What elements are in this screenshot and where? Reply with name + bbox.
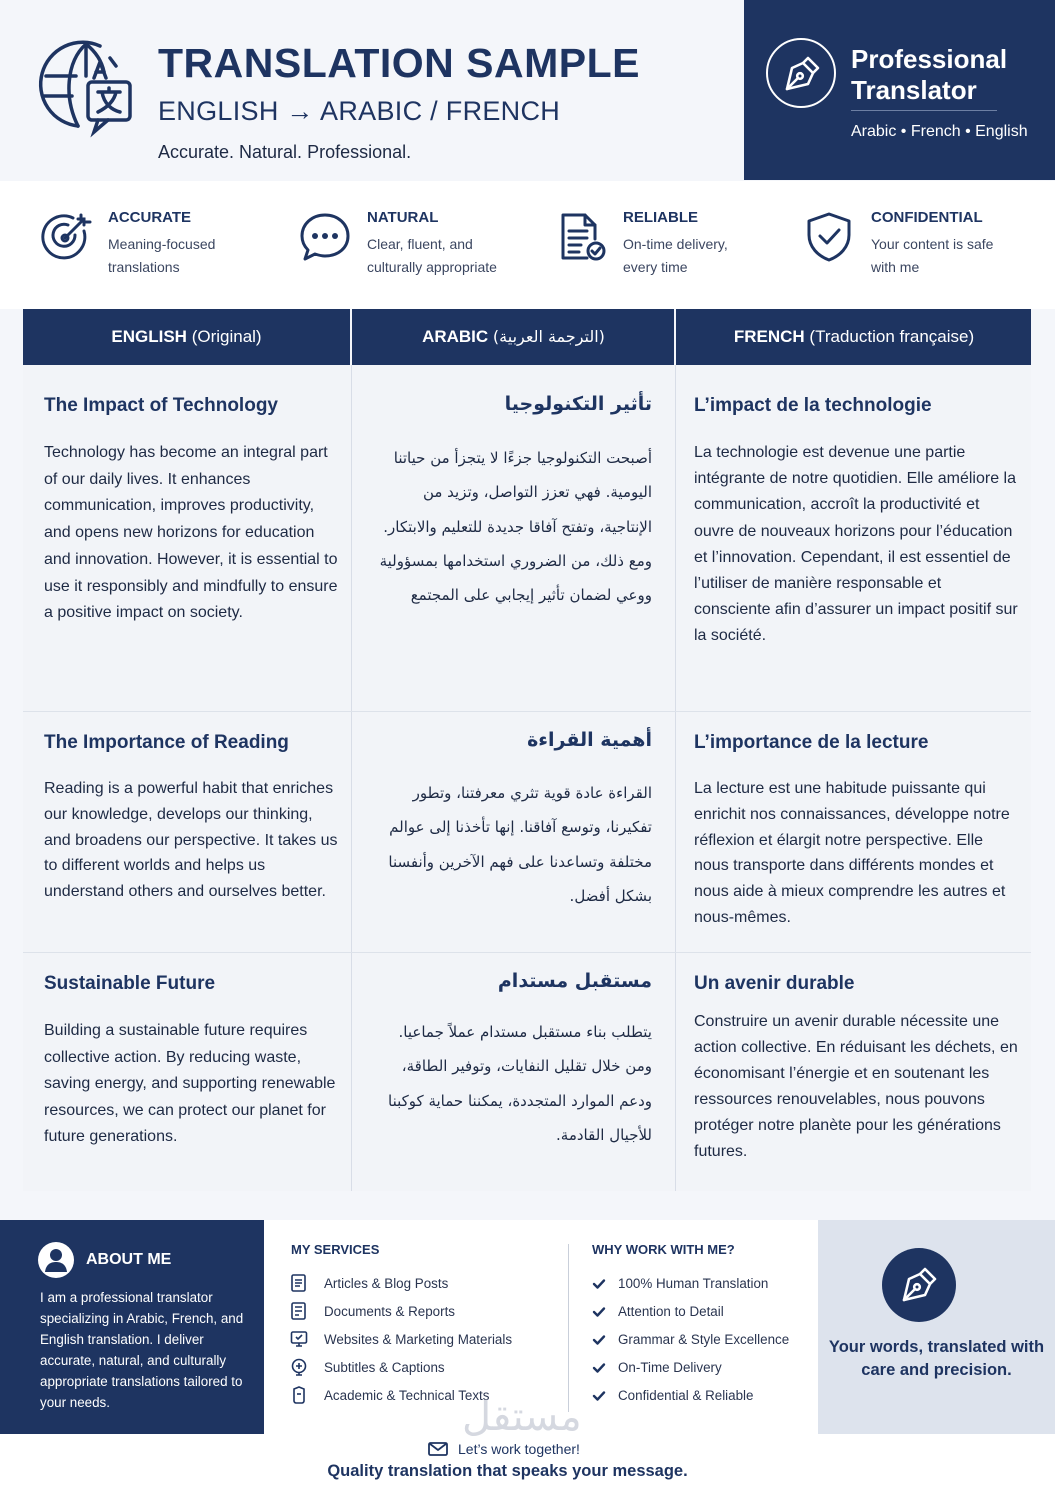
header-arabic bbox=[352, 309, 675, 365]
feature-description bbox=[108, 233, 278, 279]
user-avatar-icon bbox=[38, 1242, 74, 1278]
row-title-fr: L’importance de la lecture bbox=[694, 732, 929, 753]
header-note: (الترجمة العربية) bbox=[492, 327, 605, 346]
header-note: (Traduction française) bbox=[809, 327, 975, 346]
feature-title: RELIABLE bbox=[623, 209, 698, 226]
service-item: Websites & Marketing Materials bbox=[324, 1332, 513, 1347]
document-check-icon bbox=[555, 211, 607, 263]
feature-desc-line: every time bbox=[623, 259, 688, 275]
check-icon bbox=[592, 1277, 606, 1291]
row-title-fr: L’impact de la technologie bbox=[694, 395, 932, 416]
closing-tagline: Quality translation that speaks your message. bbox=[327, 1462, 688, 1480]
feature-description bbox=[367, 233, 537, 279]
about-title: ABOUT ME bbox=[86, 1251, 172, 1268]
translation-table bbox=[23, 309, 1031, 1191]
feature-description bbox=[623, 233, 793, 279]
about-text: I am a professional translator specializing in Arabic, French, and English translation. I deliver accurate, natural, and culturally appropriate translations tailored to your needs. bbox=[40, 1290, 244, 1410]
check-icon bbox=[592, 1305, 606, 1319]
target-icon bbox=[40, 211, 92, 263]
row-body-ar: يتطلب بناء مستقبل مستدام عملاً جماعيا. ومن خلال تقليل النفايات، وتوفير الطاقة، ودعم الموارد المتجددة، يمكننا حماية كوكبنا للأجيال القادمة. bbox=[388, 1023, 652, 1144]
why-item: On-Time Delivery bbox=[618, 1360, 722, 1375]
globe-translate-icon bbox=[38, 38, 134, 138]
row-body-fr: La technologie est devenue une partie intégrante de notre quotidien. Elle améliore la communication, accroît la productivité et ouvre de nouveaux horizons pour l’éducation et l’innovation. Cependant, il est essentiel de l’utiliser de manière responsable et consciente afin d’assurer un impact positif sur la société. bbox=[694, 444, 1018, 645]
feature-reliable bbox=[555, 209, 785, 289]
header-lang: ENGLISH bbox=[111, 327, 187, 346]
watermark-logo: مستقل bbox=[462, 1394, 582, 1440]
why-title: WHY WORK WITH ME? bbox=[592, 1242, 735, 1257]
report-icon bbox=[290, 1302, 308, 1320]
pro-title-line-2: Translator bbox=[851, 75, 977, 105]
check-icon bbox=[592, 1361, 606, 1375]
row-body-en: Reading is a powerful habit that enriches our knowledge, develops our thinking, and broadens our perspective. It takes us to different worlds and helps us understand others and ourselves better. bbox=[44, 780, 338, 901]
service-item: Academic & Technical Texts bbox=[324, 1388, 490, 1403]
header-divider bbox=[350, 309, 352, 365]
monitor-icon bbox=[290, 1330, 308, 1348]
header-english bbox=[23, 309, 350, 365]
feature-desc-line: On-time delivery, bbox=[623, 236, 728, 252]
feature-description bbox=[871, 233, 1041, 279]
feature-confidential bbox=[803, 209, 1043, 289]
pen-nib-icon bbox=[882, 1248, 956, 1322]
column-divider bbox=[568, 1244, 569, 1412]
language-list: Arabic • French • English bbox=[851, 123, 1028, 140]
row-title-ar: تأثير التكنولوجيا bbox=[504, 393, 652, 415]
row-title-en: The Impact of Technology bbox=[44, 395, 278, 416]
promo-panel bbox=[818, 1220, 1055, 1434]
feature-title: NATURAL bbox=[367, 209, 439, 226]
why-item: Grammar & Style Excellence bbox=[618, 1332, 790, 1347]
pro-title-line-1: Professional bbox=[851, 44, 1008, 74]
promo-text: Your words, translated with care and precision. bbox=[828, 1338, 1045, 1379]
feature-desc-line: culturally appropriate bbox=[367, 259, 497, 275]
header-lang: ARABIC bbox=[422, 327, 489, 346]
page-subtitle: ENGLISH → ARABIC / FRENCH bbox=[158, 96, 561, 126]
row-body-fr: La lecture est une habitude puissante qui enrichit nos connaissances, développe notre réflexion et élargit notre perspective. Elle nous transporte dans différents mondes et nous aide à mieux comprendre les autres et nous-mêmes. bbox=[694, 780, 1010, 926]
services-title: MY SERVICES bbox=[291, 1242, 380, 1257]
check-icon bbox=[592, 1333, 606, 1347]
envelope-icon bbox=[428, 1442, 448, 1456]
about-me-panel bbox=[0, 1220, 264, 1434]
feature-accurate bbox=[40, 209, 270, 289]
shield-check-icon bbox=[803, 211, 855, 263]
feature-desc-line: Your content is safe bbox=[871, 236, 994, 252]
book-icon bbox=[290, 1386, 308, 1404]
pro-title bbox=[851, 44, 1041, 106]
why-item: Confidential & Reliable bbox=[618, 1388, 754, 1403]
why-item: 100% Human Translation bbox=[618, 1276, 769, 1291]
row-body-fr: Construire un avenir durable nécessite une action collective. En réduisant les déchets, en économisant l’énergie et en soutenant les ressources renouvelables, nous pouvons protéger notre planète pour les générations futures. bbox=[694, 1013, 1018, 1160]
document-icon bbox=[290, 1274, 308, 1292]
row-body-ar: أصبحت التكنولوجيا جزءًا لا يتجزأ من حياتنا اليومية. فهي تعزز التواصل، وتزيد من الإنتاجية، وتفتح آفاقا جديدة للتعليم والابتكار. ومع ذلك، من الضروري استخدامها بمسؤولية ووعي لضمان تأثير إيجابي على المجتمع bbox=[379, 449, 652, 605]
contact-cta-label: Let’s work together! bbox=[458, 1441, 580, 1457]
header-divider bbox=[674, 309, 676, 365]
speech-bubble-icon bbox=[299, 211, 351, 263]
row-divider bbox=[23, 952, 1031, 953]
table-header bbox=[23, 309, 1031, 365]
page-title: TRANSLATION SAMPLE bbox=[158, 40, 641, 86]
why-item: Attention to Detail bbox=[618, 1304, 724, 1319]
row-title-ar: مستقبل مستدام bbox=[497, 970, 652, 992]
row-title-en: The Importance of Reading bbox=[44, 732, 289, 753]
header-lang: FRENCH bbox=[733, 327, 805, 346]
row-divider bbox=[23, 711, 1031, 712]
header-french bbox=[677, 309, 1031, 365]
page-header bbox=[0, 0, 1055, 180]
row-title-fr: Un avenir durable bbox=[694, 973, 855, 994]
service-item: Subtitles & Captions bbox=[324, 1360, 445, 1375]
row-body-ar: القراءة عادة قوية تثري معرفتنا، وتطور تفكيرنا، وتوسع آفاقنا. إنها تأخذنا إلى عوالم مختلفة وتساعدنا على فهم الآخرين وأنفسنا بشكل أفضل. bbox=[388, 784, 652, 905]
header-title-block bbox=[0, 0, 744, 180]
feature-desc-line: Meaning-focused bbox=[108, 236, 216, 252]
divider bbox=[851, 110, 997, 111]
feature-natural bbox=[299, 209, 539, 289]
check-icon bbox=[592, 1389, 606, 1403]
row-body-en: Building a sustainable future requires collective action. By reducing waste, saving energy, and supporting renewable resources, we can protect our planet for future generations. bbox=[44, 1022, 336, 1146]
feature-desc-line: translations bbox=[108, 259, 180, 275]
captions-icon bbox=[290, 1358, 308, 1376]
header-note: (Original) bbox=[191, 327, 262, 346]
feature-title: CONFIDENTIAL bbox=[871, 209, 983, 226]
service-item: Articles & Blog Posts bbox=[324, 1276, 449, 1291]
pen-nib-icon bbox=[766, 38, 836, 108]
column-divider bbox=[351, 309, 352, 1191]
row-title-ar: أهمية القراءة bbox=[527, 729, 652, 751]
row-body-en: Technology has become an integral part of our daily lives. It enhances communication, improves productivity, and opens new horizons for education and innovation. However, it is essential to use it responsibly and mindfully to ensure a positive impact on society. bbox=[44, 444, 338, 622]
professional-translator-badge bbox=[744, 0, 1055, 180]
column-divider bbox=[675, 309, 676, 1191]
feature-title: ACCURATE bbox=[108, 209, 192, 226]
row-title-en: Sustainable Future bbox=[44, 973, 216, 994]
service-item: Documents & Reports bbox=[324, 1304, 455, 1319]
feature-desc-line: Clear, fluent, and bbox=[367, 236, 473, 252]
tagline: Accurate. Natural. Professional. bbox=[158, 142, 412, 162]
feature-desc-line: with me bbox=[871, 259, 920, 275]
features-bar bbox=[0, 181, 1055, 309]
